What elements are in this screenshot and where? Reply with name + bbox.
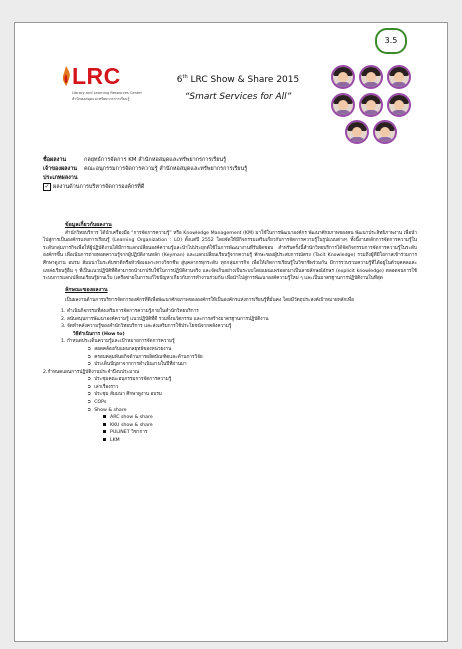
goal-item: 2. สนับสนุนการพัฒนาองค์ความรู้ แนวปฏิบัติที่ดี รวมทั้งนวัตกรรม และการสร้างมาตรฐานการปฏิบัติงาน [61,316,269,322]
method2-list [87,376,417,414]
checkbox-checked-icon: ✓ [44,183,50,190]
team-member-photo [387,93,411,117]
team-member-photo [345,120,369,144]
list-item: ➲ สอดคล้องกับแผนกลยุทธ์ของหน่วยงาน [87,345,172,352]
goal-heading: ลักษณะของผลงาน [65,286,108,293]
type-label-row [43,174,423,183]
lrc-logo [60,63,150,113]
arrow-bullet-icon: ➲ [87,361,92,368]
owner-value: คณะอนุกรรมการจัดการความรู้ สำนักหอสมุดและทรัพยากรการเรียนรู้ [84,166,248,172]
team-member-photo [359,93,383,117]
info-heading: ข้อมูลเกี่ยวกับผลงาน [65,222,112,228]
list-item: ➲ COPs [87,399,107,406]
goal-item: 3. จัดทำคลังความรู้ของสำนักวิทยบริการ และส่งเสริมการใช้ประโยชน์จากคลังความรู้ [61,324,232,330]
arrow-bullet-icon: ➲ [87,399,92,406]
goal-list [43,308,417,331]
method-step-1: 1. กำหนดประเด็นความรู้และเป้าหมายการจัดการความรู้ [61,339,175,345]
team-photos [325,63,425,143]
info-paragraph: สำนักวิทยบริการ ได้นำเครื่องมือ “การจัดการความรู้” หรือ Knowledge Management (KM) มาใช้ในการพัฒนาองค์กร พัฒนาศักยภาพของคน พัฒนาประสิทธิภาพงาน เพื่อนำไปสู่การเป็นองค์กรแห่งการเรียนรู้ (Learning Organization : LO) ตั้งแต่ปี 2552 โดยจัดให้มีกิจกรรมเสริมเกี่ยวกับการจัดการความรู้ในรูปแบบต่างๆ ทั้งนี้งานหลักการจัดการความรู้ในระดับกลุ่มภารกิจเพื่อให้ผู้ปฏิบัติงานได้มีการแลกเปลี่ยนองค์ความรู้และนำไปประยุกต์ใช้ในการพัฒนางานที่รับผิดชอบ สำหรับครั้งนี้สำนักวิทยบริการได้จัดกิจกรรมการจัดการความรู้ในระดับองค์กรขึ้น เพื่อเน้นการถ่ายทอดความรู้จากผู้ปฏิบัติงานหลัก (Keyman) และแลกเปลี่ยนเรียนรู้จากความรู้ ทักษะของผู้ประสบการณ์ตรง (Tacit Knowledge) รวมถึงผู้ที่มีโอกาสเข้าร่วมการศึกษาดูงาน อบรม สัมมนาในระดับชาติหรือหัวข้อเฉพาะทางวิชาชีพ สู่บุคลากรทุกระดับ ทุกกลุ่มภารกิจ เพื่อให้เกิดการเรียนรู้ในวิชาชีพร่วมกัน มีการรวบรวมความรู้ที่ได้อยู่ในตัวบุคคลและแหล่งเรียนรู้อื่น ๆ ที่เป็นแนวปฏิบัติที่ดีสามารถนำมาปรับใช้ในการปฏิบัติงานจริง และจัดเก็บอย่างเป็นระบบโดยแผนแพร่ออกมาเป็นลายลักษณ์อักษร (explicit knowledge) ตลอดจนการใช้ระบบการแลกเปลี่ยนเรียนรู้ผ่านเว็บ (เครือข่ายในการแก้ไขปัญหาเกี่ยวกับการทำงานร่วมกัน เพื่อนำไปสู่การพัฒนาองค์ความรู้ใหม่ ๆ และเป็นมาตรฐานการปฏิบัติงานในทีสุด [43,230,417,282]
list-item: ➲ Show & share [87,406,127,413]
list-item: ➲ ครอบคลุมพันธกิจด้านการผลิตบัณฑิตและด้านการวิจัย [87,353,203,360]
work-name-label: ชื่อผลงาน [43,157,67,163]
logo-subtitle-th: สำนักหอสมุดและทรัพยากรการเรียนรู้ [72,97,130,101]
flame-icon [60,65,72,87]
show-share-list [103,414,417,444]
work-metadata [43,156,423,192]
arrow-bullet-icon: ➲ [87,345,92,352]
goal-item: 1. ดำเนินกิจกรรมที่ส่งเสริมการจัดการความรู้ภายในสำนักวิทยบริการ [61,308,199,314]
event-tagline: “Smart Services for All” [184,92,292,102]
team-member-photo [387,65,411,89]
team-member-photo [331,65,355,89]
list-item: ARC show & share [103,414,417,422]
logo-text: LRC [72,63,121,89]
list-item: LKM [103,437,417,445]
list-item: ➲ เล่าเรื่องราว [87,383,119,390]
goal-paragraph: เป็นผลงานด้านการบริหารจัดการองค์กรที่ดีเพื่อพัฒนาศักยภาพขององค์กรให้เป็นองค์กรแห่งการเรียนรู้ที่มั่นคง โดยมีวัตถุประสงค์เป้าหมายหลักเพื่อ [65,298,354,304]
work-name-value: กลยุทธ์การจัดการ KM สำนักหอสมุดและทรัพยากรการเรียนรู้ [84,157,227,163]
arrow-bullet-icon: ➲ [87,383,92,390]
team-member-photo [373,120,397,144]
team-member-photo [331,93,355,117]
list-item: PULINET วิชาการ [103,429,417,437]
square-bullet-icon [103,430,106,433]
list-item: KKU show & share [103,422,417,430]
event-title: 6th LRC Show & Share 2015 [176,74,300,85]
arrow-bullet-icon: ➲ [87,376,92,383]
square-bullet-icon [103,438,106,441]
event-title-block [168,74,308,102]
list-item: ➲ ประชุม สัมมนา ศึกษาดูงาน อบรม [87,391,162,398]
type-label: ประเภทผลงาน [43,175,78,181]
square-bullet-icon [103,423,106,426]
team-member-photo [359,65,383,89]
owner-label: เจ้าของผลงาน [43,166,78,172]
square-bullet-icon [103,415,106,418]
arrow-bullet-icon: ➲ [87,406,92,413]
arrow-bullet-icon: ➲ [87,353,92,360]
document-body [43,222,417,445]
owner-row [43,165,423,174]
method-heading: วิธีดำเนินการ (How to) [73,331,125,337]
type-value-row [43,183,423,192]
arrow-bullet-icon: ➲ [87,391,92,398]
type-value: ผลงานด้านการบริหารจัดการองค์กรที่ดี [53,184,145,190]
page-number-badge: 3.5 [375,28,407,54]
list-item: ➲ ประเด็นปัญหาจากการดำเนินงานในปีที่ผ่านมา [87,361,187,368]
method1-list [87,346,417,369]
work-name-row [43,156,423,165]
list-item: ➲ ประชุมคณะอนุกรรมการจัดการความรู้ [87,376,172,383]
method-step-2: 2.กำหนดแผนการปฏิบัติงานประจำปีงบประมาณ [43,369,140,375]
logo-subtitle-en: Library and Learning Resources Center [72,91,142,95]
